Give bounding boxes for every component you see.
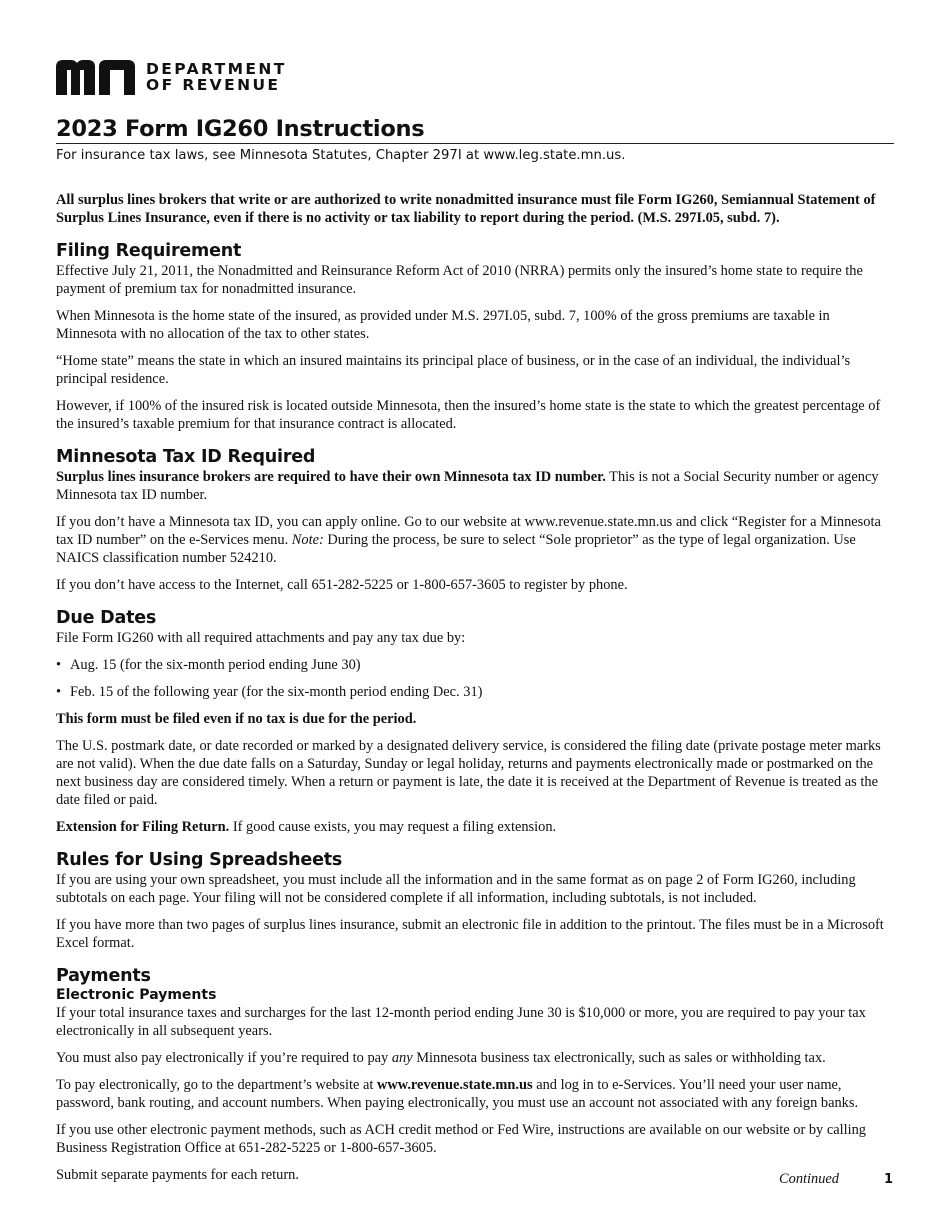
paragraph: “Home state” means the state in which an insured maintains its principal place of business, or in the case of an individual, the individual’s principal residence. (56, 353, 851, 387)
text: Minnesota business tax electronically, such as sales or withholding tax. (412, 1050, 826, 1066)
text: If good cause exists, you may request a filing extension. (229, 819, 557, 835)
heading-spreadsheets: Rules for Using Spreadsheets (56, 850, 343, 870)
paragraph (56, 710, 894, 728)
paragraph: However, if 100% of the insured risk is located outside Minnesota, then the insured’s home state is the state to which the greatest percentage of the insured’s taxable premium for that insurance contract is allocated. (56, 398, 881, 432)
heading-filing-requirement: Filing Requirement (56, 241, 242, 261)
paragraph (56, 468, 894, 504)
website-link: www.revenue.state.mn.us (376, 1077, 533, 1093)
department-name (146, 61, 287, 93)
bullet-icon: • (56, 684, 62, 700)
intro-statement: All surplus lines brokers that write or are authorized to write nonadmitted insurance must file Form IG260, Semiannual Statement of Surplus Lines Insurance, even if there is no activity or tax liability to report during the period. (M.S. 297I.05, subd. 7). (56, 192, 876, 226)
text: and log in to e-Services. You’ll need your user name, password, bank routing, and account numbers. When paying electronically, you must use an account not associated with any foreign banks. (56, 1077, 859, 1111)
list-item-text: Feb. 15 of the following year (for the six-month period ending Dec. 31) (70, 684, 483, 700)
text: To pay electronically, go to the department’s website at (56, 1077, 377, 1093)
bullet-icon: • (56, 657, 62, 673)
paragraph: Submit separate payments for each return. (56, 1167, 299, 1183)
text: During the process, be sure to select “Sole proprietor” as the type of legal organization. Use NAICS classification number 524210. (56, 532, 856, 566)
heading-tax-id-required: Minnesota Tax ID Required (56, 447, 316, 467)
paragraph: File Form IG260 with all required attachments and pay any tax due by: (56, 630, 466, 646)
paragraph: If your total insurance taxes and surcharges for the last 12-month period ending June 30 is $10,000 or more, you are required to pay your tax electronically in all subsequent years. (56, 1005, 866, 1039)
page-subtitle: For insurance tax laws, see Minnesota Statutes, Chapter 297I at www.leg.state.mn.us. (56, 148, 626, 163)
paragraph (56, 1076, 894, 1112)
text: If you don’t have a Minnesota tax ID, you can apply online. Go to our website at www.revenue.state.mn.us and click “Register for a Minnesota tax ID number” on the e-Services menu. (56, 514, 881, 548)
bold-note: This form must be filed even if no tax is due for the period. (56, 711, 417, 727)
heading-due-dates: Due Dates (56, 608, 157, 628)
mn-state-logo-icon (56, 59, 136, 95)
emphasis: any (391, 1050, 413, 1066)
paragraph: The U.S. postmark date, or date recorded or marked by a designated delivery service, is considered the filing date (private postage meter marks are not valid). When the due date falls on a Saturday, Sunday or legal holiday, returns and payments electronically made or postmarked on the next business day are considered timely. When a return or payment is late, the date it is received at the Department of Revenue is treated as the date filed or paid. (56, 738, 881, 808)
list-item (56, 683, 894, 701)
department-name-line1: DEPARTMENT (146, 60, 287, 78)
document-page (56, 56, 894, 1193)
paragraph: If you use other electronic payment methods, such as ACH credit method or Fed Wire, instructions are available on our website or by calling Business Registration Office at 651-282-5225 or 1-800-657-3605. (56, 1122, 867, 1156)
page-number: 1 (883, 1172, 893, 1187)
subheading-electronic-payments: Electronic Payments (56, 987, 217, 1003)
paragraph: If you don’t have access to the Internet, call 651-282-5225 or 1-800-657-3605 to register by phone. (56, 577, 628, 593)
paragraph: Effective July 21, 2011, the Nonadmitted and Reinsurance Reform Act of 2010 (NRRA) permits only the insured’s home state to require the payment of premium tax for nonadmitted insurance. (56, 263, 863, 297)
page-title: 2023 Form IG260 Instructions (56, 115, 894, 144)
paragraph: If you have more than two pages of surplus lines insurance, submit an electronic file in addition to the printout. The files must be in a Microsoft Excel format. (56, 917, 884, 951)
text: You must also pay electronically if you’re required to pay (56, 1050, 392, 1066)
heading-payments: Payments (56, 966, 151, 986)
continued-label: Continued (779, 1171, 839, 1187)
department-logo (56, 56, 894, 98)
paragraph (56, 818, 894, 836)
list-item (56, 656, 894, 674)
text: This is not a Social Security number or agency Minnesota tax ID number. (56, 469, 879, 503)
bold-text: Extension for Filing Return. (56, 819, 230, 835)
paragraph (56, 1049, 894, 1067)
paragraph: If you are using your own spreadsheet, you must include all the information and in the same format as on page 2 of Form IG260, including subtotals on each page. Your filing will not be considered complete if all information, including subtotals, is not included. (56, 872, 856, 906)
department-name-line2: OF REVENUE (146, 76, 281, 94)
paragraph (56, 513, 894, 567)
paragraph: When Minnesota is the home state of the insured, as provided under M.S. 297I.05, subd. 7, 100% of the gross premiums are taxable in Minnesota with no allocation of the tax to other states. (56, 308, 830, 342)
bold-text: Surplus lines insurance brokers are required to have their own Minnesota tax ID number. (56, 469, 606, 485)
list-item-text: Aug. 15 (for the six-month period ending June 30) (70, 657, 361, 673)
note-label: Note: (291, 532, 324, 548)
